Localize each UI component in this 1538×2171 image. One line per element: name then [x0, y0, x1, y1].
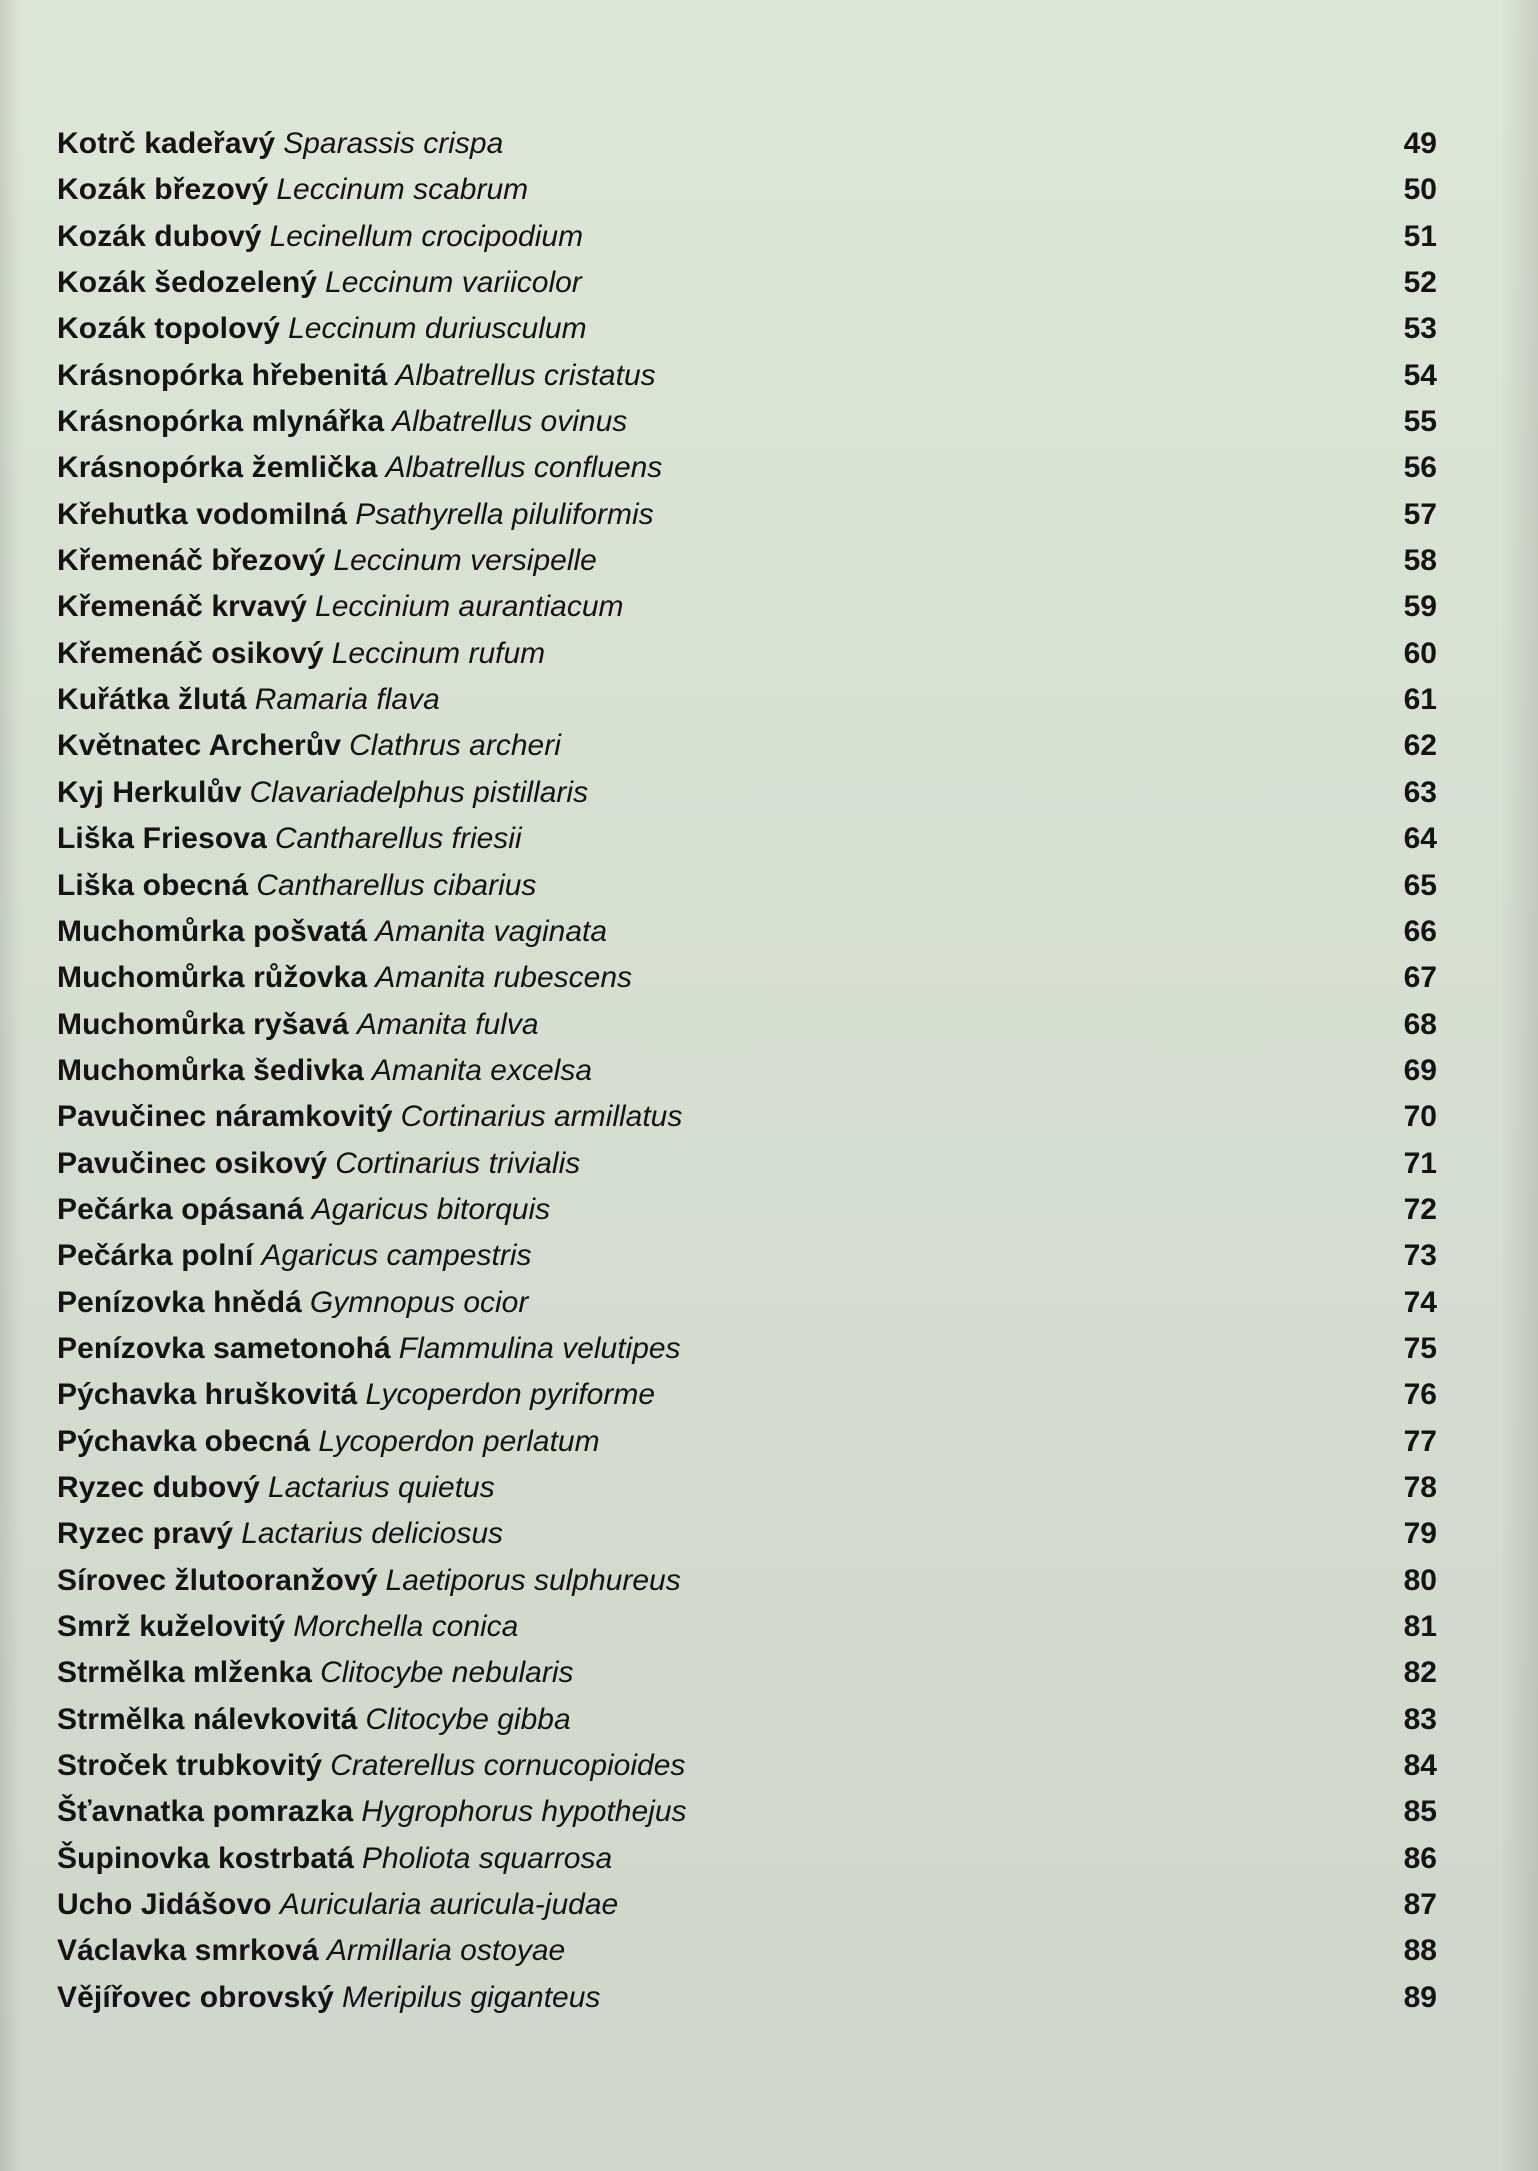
species-names	[57, 492, 1357, 543]
page-number: 82	[1403, 1656, 1437, 1690]
index-entry	[57, 1141, 1437, 1187]
czech-name: Muchomůrka růžovka	[57, 961, 368, 995]
latin-name: Agaricus campestris	[261, 1239, 532, 1273]
czech-name: Muchomůrka ryšavá	[57, 1007, 349, 1041]
latin-name: Meripilus giganteus	[341, 1980, 601, 2014]
czech-name: Strmělka nálevkovitá	[57, 1702, 358, 1736]
index-entry	[57, 1697, 1437, 1743]
species-names	[57, 1326, 1357, 1377]
index-entry	[57, 1233, 1437, 1279]
latin-name: Cantharellus friesii	[274, 822, 522, 856]
czech-name: Strmělka mlženka	[57, 1656, 313, 1690]
index-entry	[57, 1836, 1437, 1882]
page-number: 85	[1403, 1795, 1437, 1829]
czech-name: Muchomůrka pošvatá	[57, 914, 368, 948]
species-names	[57, 1233, 1357, 1284]
species-names	[57, 1975, 1357, 2026]
species-names	[57, 1743, 1357, 1794]
species-names	[57, 1419, 1357, 1470]
latin-name: Sparassis crispa	[283, 127, 504, 160]
page-number: 66	[1403, 914, 1437, 948]
latin-name: Ramaria flava	[254, 683, 440, 717]
latin-name: Albatrellus ovinus	[392, 405, 628, 439]
species-names	[57, 955, 1357, 1006]
index-entry	[57, 1094, 1437, 1140]
czech-name: Penízovka sametonohá	[57, 1331, 391, 1365]
index-entry	[57, 955, 1437, 1001]
latin-name: Psathyrella piluliformis	[355, 497, 654, 531]
index-entry	[57, 121, 1437, 167]
index-entry	[57, 1558, 1437, 1604]
latin-name: Leccinum scabrum	[276, 173, 529, 207]
index-entry	[57, 260, 1437, 306]
index-entry	[57, 816, 1437, 862]
czech-name: Krásnopórka žemlička	[57, 451, 378, 485]
latin-name: Laetiporus sulphureus	[385, 1563, 681, 1597]
latin-name: Leccinium aurantiacum	[315, 590, 624, 624]
species-names	[57, 353, 1357, 404]
czech-name: Pečárka polní	[57, 1239, 254, 1273]
index-entry	[57, 1511, 1437, 1557]
species-names	[57, 1604, 1357, 1655]
czech-name: Pavučinec náramkovitý	[57, 1100, 393, 1134]
species-names	[57, 214, 1357, 265]
czech-name: Kozák březový	[57, 173, 269, 207]
page-number: 52	[1403, 266, 1437, 300]
index-entry	[57, 399, 1437, 445]
czech-name: Květnatec Archerův	[57, 729, 342, 763]
czech-name: Muchomůrka šedivka	[57, 1053, 364, 1087]
index-entry	[57, 909, 1437, 955]
latin-name: Amanita fulva	[356, 1007, 539, 1041]
page-number: 89	[1403, 1980, 1437, 2014]
index-entry	[57, 723, 1437, 769]
czech-name: Smrž kuželovitý	[57, 1610, 286, 1643]
index-entry	[57, 1280, 1437, 1326]
index-entry	[57, 1604, 1437, 1650]
czech-name: Penízovka hnědá	[57, 1285, 302, 1319]
czech-name: Krásnopórka hřebenitá	[57, 358, 388, 392]
latin-name: Lycoperdon perlatum	[318, 1424, 600, 1458]
species-names	[57, 538, 1357, 589]
species-names	[57, 1048, 1357, 1099]
species-names	[57, 770, 1357, 821]
index-entry	[57, 306, 1437, 352]
latin-name: Leccinum versipelle	[333, 544, 597, 578]
latin-name: Hygrophorus hypothejus	[361, 1795, 687, 1829]
page-number: 81	[1403, 1610, 1437, 1643]
index-entry	[57, 584, 1437, 630]
latin-name: Lecinellum crocipodium	[269, 219, 584, 253]
czech-name: Ucho Jidášovo	[57, 1888, 272, 1922]
page-number: 78	[1403, 1470, 1437, 1504]
index-entry	[57, 1882, 1437, 1928]
species-names	[57, 723, 1357, 774]
page-number: 56	[1403, 451, 1437, 485]
latin-name: Gymnopus ocior	[309, 1285, 529, 1319]
page-number: 58	[1403, 544, 1437, 578]
species-names	[57, 816, 1357, 867]
page-number: 73	[1403, 1239, 1437, 1273]
species-names	[57, 1372, 1357, 1423]
page-number: 83	[1403, 1702, 1437, 1736]
species-names	[57, 306, 1357, 357]
czech-name: Pečárka opásaná	[57, 1192, 304, 1226]
index-entry	[57, 1928, 1437, 1974]
czech-name: Liška obecná	[57, 868, 249, 902]
index-entry	[57, 1048, 1437, 1094]
page-number: 63	[1403, 775, 1437, 809]
latin-name: Clitocybe nebularis	[320, 1656, 574, 1690]
species-names	[57, 1882, 1357, 1933]
czech-name: Kozák šedozelený	[57, 266, 318, 300]
czech-name: Vějířovec obrovský	[57, 1980, 334, 2014]
czech-name: Kozák topolový	[57, 312, 281, 346]
index-entry	[57, 1975, 1437, 2021]
species-names	[57, 1558, 1357, 1609]
species-names	[57, 1465, 1357, 1516]
page-number: 72	[1403, 1192, 1437, 1226]
latin-name: Clavariadelphus pistillaris	[249, 775, 589, 809]
latin-name: Leccinum rufum	[331, 636, 546, 670]
species-index-list	[57, 121, 1437, 2021]
page-number: 65	[1403, 868, 1437, 902]
latin-name: Amanita vaginata	[375, 914, 608, 948]
czech-name: Sírovec žlutooranžový	[57, 1563, 378, 1597]
czech-name: Kuřátka žlutá	[57, 683, 247, 717]
latin-name: Albatrellus cristatus	[395, 358, 656, 392]
czech-name: Kotrč kadeřavý	[57, 127, 276, 160]
page-number: 77	[1403, 1424, 1437, 1458]
index-entry	[57, 214, 1437, 260]
latin-name: Craterellus cornucopioides	[330, 1749, 686, 1783]
page-number: 54	[1403, 358, 1437, 392]
czech-name: Šupinovka kostrbatá	[57, 1841, 354, 1875]
species-names	[57, 167, 1357, 218]
index-entry	[57, 677, 1437, 723]
index-entry	[57, 1743, 1437, 1789]
latin-name: Morchella conica	[293, 1610, 519, 1643]
species-names	[57, 1094, 1357, 1145]
index-entry	[57, 631, 1437, 677]
latin-name: Auricularia auricula-judae	[279, 1888, 619, 1922]
latin-name: Amanita excelsa	[371, 1053, 593, 1087]
latin-name: Cortinarius armillatus	[400, 1100, 683, 1134]
latin-name: Cantharellus cibarius	[256, 868, 537, 902]
latin-name: Pholiota squarrosa	[361, 1841, 613, 1875]
page-number: 64	[1403, 822, 1437, 856]
species-names	[57, 631, 1357, 682]
czech-name: Křemenáč krvavý	[57, 590, 308, 624]
species-names	[57, 909, 1357, 960]
latin-name: Leccinum duriusculum	[288, 312, 587, 346]
page-number: 55	[1403, 405, 1437, 439]
index-entry	[57, 1465, 1437, 1511]
index-entry	[57, 445, 1437, 491]
index-entry	[57, 770, 1437, 816]
page-number: 84	[1403, 1749, 1437, 1783]
species-names	[57, 445, 1357, 496]
index-entry	[57, 1187, 1437, 1233]
latin-name: Armillaria ostoyae	[326, 1934, 566, 1968]
index-entry	[57, 1789, 1437, 1835]
latin-name: Cortinarius trivialis	[335, 1146, 581, 1180]
page-number: 60	[1403, 636, 1437, 670]
czech-name: Stroček trubkovitý	[57, 1749, 323, 1783]
czech-name: Kozák dubový	[57, 219, 262, 253]
page-number: 50	[1403, 173, 1437, 207]
index-entry	[57, 1650, 1437, 1696]
page-number: 69	[1403, 1053, 1437, 1087]
page-number: 61	[1403, 683, 1437, 717]
page-number: 59	[1403, 590, 1437, 624]
index-entry	[57, 492, 1437, 538]
index-entry	[57, 538, 1437, 584]
page-number: 53	[1403, 312, 1437, 346]
species-names	[57, 1789, 1357, 1840]
czech-name: Křemenáč osikový	[57, 636, 324, 670]
page-number: 88	[1403, 1934, 1437, 1968]
latin-name: Agaricus bitorquis	[311, 1192, 551, 1226]
czech-name: Krásnopórka mlynářka	[57, 405, 385, 439]
index-entry	[57, 1002, 1437, 1048]
czech-name: Křemenáč březový	[57, 544, 326, 578]
species-names	[57, 584, 1357, 635]
latin-name: Leccinum variicolor	[325, 266, 582, 300]
page-number: 76	[1403, 1378, 1437, 1412]
index-entry	[57, 863, 1437, 909]
page-number: 70	[1403, 1100, 1437, 1134]
index-entry	[57, 353, 1437, 399]
species-names	[57, 399, 1357, 450]
latin-name: Lycoperdon pyriforme	[365, 1378, 656, 1412]
latin-name: Amanita rubescens	[375, 961, 633, 995]
species-names	[57, 1650, 1357, 1701]
page-number: 49	[1403, 127, 1437, 160]
page-number: 74	[1403, 1285, 1437, 1319]
czech-name: Šťavnatka pomrazka	[57, 1795, 354, 1829]
species-names	[57, 677, 1357, 728]
species-names	[57, 1511, 1357, 1562]
index-entry	[57, 1372, 1437, 1418]
species-names	[57, 1697, 1357, 1748]
page-number: 62	[1403, 729, 1437, 763]
czech-name: Pavučinec osikový	[57, 1146, 328, 1180]
species-names	[57, 1280, 1357, 1331]
species-names	[57, 1002, 1357, 1053]
page-number: 79	[1403, 1517, 1437, 1551]
czech-name: Křehutka vodomilná	[57, 497, 348, 531]
page-number: 71	[1403, 1146, 1437, 1180]
page-number: 75	[1403, 1331, 1437, 1365]
czech-name: Kyj Herkulův	[57, 775, 242, 809]
latin-name: Clitocybe gibba	[365, 1702, 571, 1736]
index-entry	[57, 1326, 1437, 1372]
latin-name: Lactarius quietus	[267, 1470, 495, 1504]
czech-name: Ryzec dubový	[57, 1470, 260, 1504]
page-number: 80	[1403, 1563, 1437, 1597]
latin-name: Clathrus archeri	[349, 729, 561, 763]
latin-name: Lactarius deliciosus	[241, 1517, 504, 1551]
index-entry	[57, 167, 1437, 213]
czech-name: Pýchavka hruškovitá	[57, 1378, 358, 1412]
species-names	[57, 1187, 1357, 1238]
page-number: 67	[1403, 961, 1437, 995]
species-names	[57, 1141, 1357, 1192]
page-number: 51	[1403, 219, 1437, 253]
latin-name: Flammulina velutipes	[398, 1331, 681, 1365]
species-names	[57, 1928, 1357, 1979]
index-entry	[57, 1419, 1437, 1465]
species-names	[57, 121, 1357, 172]
czech-name: Pýchavka obecná	[57, 1424, 311, 1458]
czech-name: Václavka smrková	[57, 1934, 319, 1968]
species-names	[57, 863, 1357, 914]
czech-name: Ryzec pravý	[57, 1517, 234, 1551]
czech-name: Liška Friesova	[57, 822, 267, 856]
species-names	[57, 1836, 1357, 1887]
page-number: 57	[1403, 497, 1437, 531]
page-number: 87	[1403, 1888, 1437, 1922]
page-number: 68	[1403, 1007, 1437, 1041]
latin-name: Albatrellus confluens	[385, 451, 663, 485]
species-names	[57, 260, 1357, 311]
page-number: 86	[1403, 1841, 1437, 1875]
